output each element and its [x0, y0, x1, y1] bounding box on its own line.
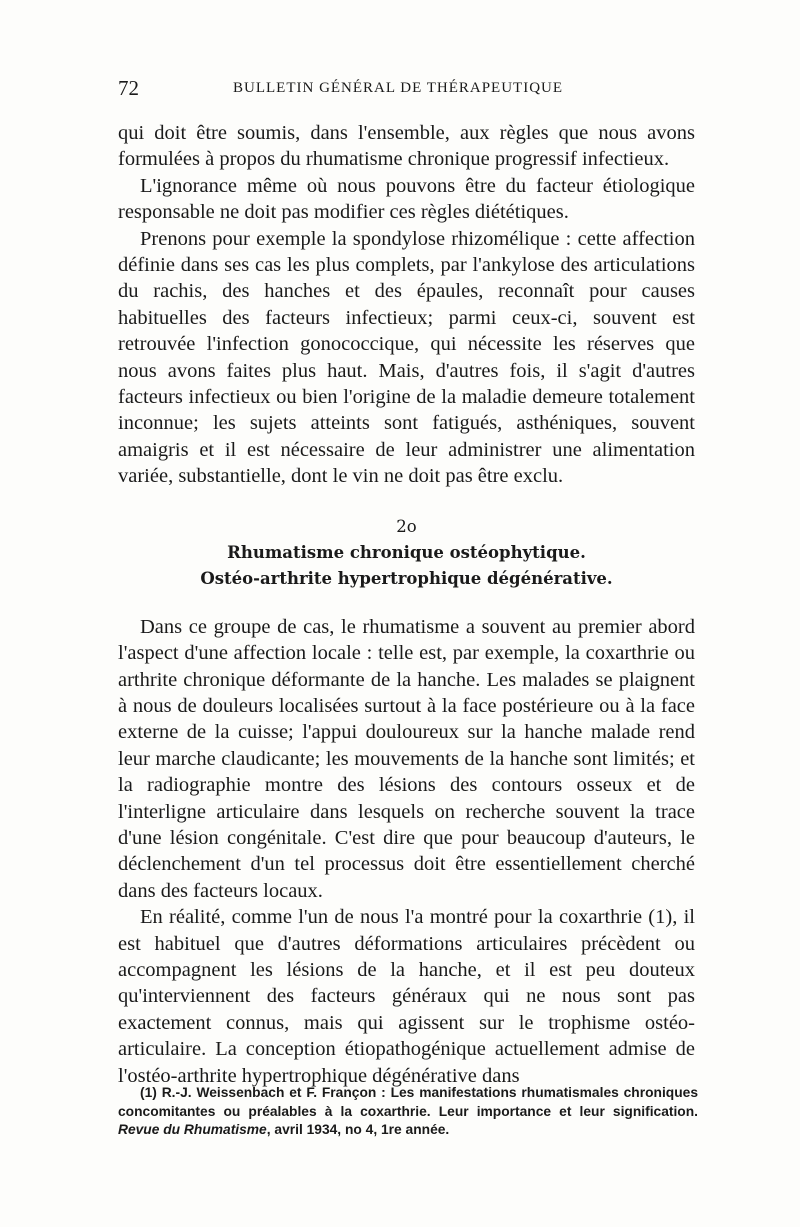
- footnote: [118, 1084, 698, 1140]
- footnote-text: (1) R.-J. Weissenbach et F. Françon : Les manifestations rhumatismales chroniques concomitantes ou préalables à la coxarthrie. Leur importance et leur signification.: [118, 1085, 698, 1119]
- paragraph: Dans ce groupe de cas, le rhumatisme a souvent au premier abord l'aspect d'une affection locale : telle est, par exemple, la coxarthrie ou arthrite chronique déformante de la hanche. Les malades se plaignent à nous de douleurs localisées surtout à la face postérieure ou à la face externe de la cuisse; l'appui douloureux sur la hanche malade rend leur marche claudicante; les mouvements de la hanche sont limités; et la radiographie montre des lésions des contours osseux et de l'interligne articulaire dans lesquels on recherche souvent la trace d'une lésion congénitale. C'est dire que pour beaucoup d'auteurs, le déclenchement d'un tel processus doit être essentiellement cherché dans des facteurs locaux.: [118, 615, 695, 902]
- paragraph: qui doit être soumis, dans l'ensemble, aux règles que nous avons formulées à propos du rhumatisme chronique progressif infectieux.: [118, 122, 695, 171]
- footnote-journal: Revue du Rhumatisme: [118, 1122, 267, 1137]
- footnote-tail: , avril 1934, no 4, 1re année.: [266, 1122, 450, 1137]
- body-text: [118, 120, 695, 1089]
- section-heading: [118, 514, 695, 592]
- paragraph: Prenons pour exemple la spondylose rhizomélique : cette affection définie dans ses cas les plus complets, par l'ankylose des articulations du rachis, des hanches et des épaules, reconnaît pour causes habituelles des facteurs infectieux; parmi ceux-ci, souvent est retrouvée l'infection gonococcique, qui nécessite les réserves que nous avons faites plus haut. Mais, d'autres fois, il s'agit d'autres facteurs infectieux ou bien l'origine de la maladie demeure totalement inconnue; les sujets atteints sont fatigués, asthéniques, souvent amaigris et il est nécessaire de leur administrer une alimentation variée, substantielle, dont le vin ne doit pas être exclu.: [118, 227, 695, 488]
- paragraph: En réalité, comme l'un de nous l'a montré pour la coxarthrie (1), il est habituel que d'autres déformations articulaires précèdent ou accompagnent les lésions de la hanche, et il est peu douteux qu'interviennent des facteurs généraux qui ne nous sont pas exactement connus, mais qui agissent sur le trophisme ostéo-articulaire. La conception étiopathogénique actuellement admise de l'ostéo-arthrite hypertrophique dégénérative dans: [118, 906, 695, 1087]
- page-header: [118, 76, 688, 106]
- section-title-line1: Rhumatisme chronique ostéophytique.: [227, 542, 586, 562]
- paragraph: L'ignorance même où nous pouvons être du facteur étiologique responsable ne doit pas modifier ces règles diététiques.: [118, 174, 695, 224]
- section-number: 2o: [396, 516, 417, 536]
- section-title-line2: Ostéo-arthrite hypertrophique dégénérative.: [200, 568, 613, 588]
- running-title: BULLETIN GÉNÉRAL DE THÉRAPEUTIQUE: [233, 80, 564, 96]
- page-number: 72: [118, 76, 139, 100]
